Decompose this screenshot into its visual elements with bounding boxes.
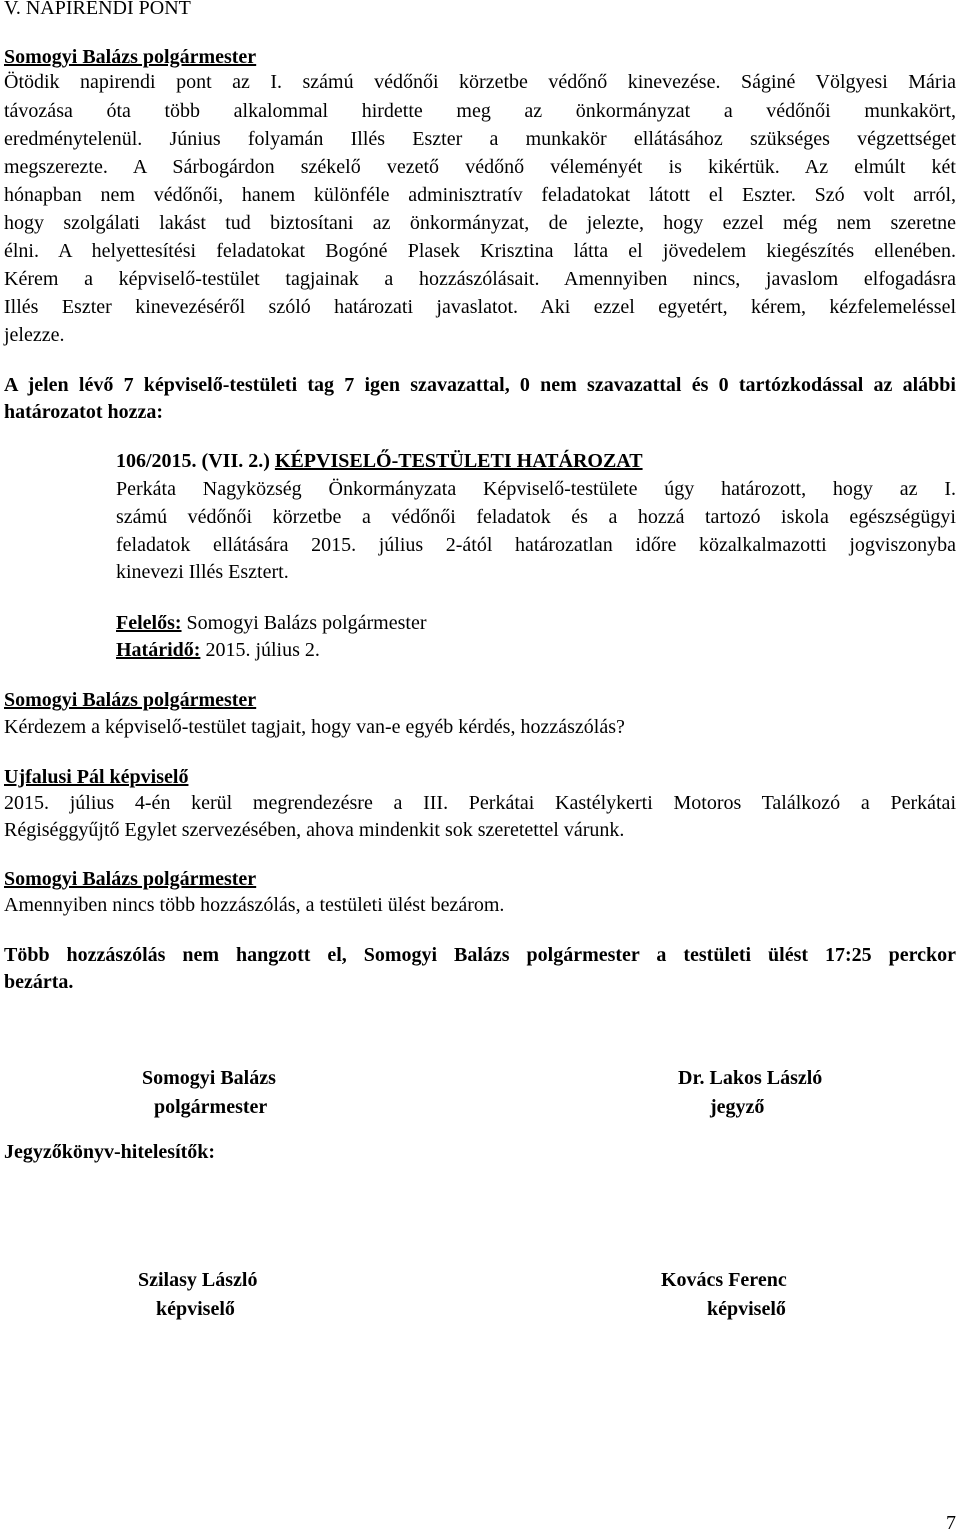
speaker-councillor: Ujfalusi Pál képviselő <box>4 766 189 788</box>
signature-verifier-1 <box>138 1266 257 1324</box>
resolution-number: 106/2015. (VII. 2.) <box>116 450 270 472</box>
text-line: számú védőnői körzetbe a védőnői feladatok és a hozzá tartozó iskola egészségügyi <box>116 506 956 528</box>
text-line: Amennyiben nincs több hozzászólás, a testületi ülést bezárom. <box>4 894 505 916</box>
text-line: Több hozzászólás nem hangzott el, Somogyi Balázs polgármester a testületi ülést 17:25 perckor <box>4 944 956 966</box>
text-line: Kérem a képviselő-testület tagjainak a hozzászólásait. Amennyiben nincs, javaslom elfogadásra <box>4 268 956 290</box>
signer-role: polgármester <box>154 1096 268 1118</box>
signer-name: Dr. Lakos László <box>678 1067 823 1089</box>
text-line: hónapban nem védőnői, hanem különféle adminisztratív feladatokat látott el Eszter. Szó volt arról, <box>4 184 956 206</box>
signer-name: Szilasy László <box>138 1269 258 1291</box>
speaker-mayor: Somogyi Balázs polgármester <box>4 868 257 890</box>
responsible-line <box>116 612 426 634</box>
resolution-title: KÉPVISELŐ-TESTÜLETI HATÁROZAT <box>274 450 643 472</box>
resolution-heading <box>116 450 643 472</box>
text-line: Régiséggyűjtő Egylet szervezésében, ahova mindenkit sok szeretettel várunk. <box>4 819 625 841</box>
responsible-value: Somogyi Balázs polgármester <box>181 612 427 634</box>
signer-role: képviselő <box>707 1298 786 1320</box>
text-line: Perkáta Nagyközség Önkormányzata Képviselő-testülete úgy határozott, hogy az I. <box>116 478 956 500</box>
signature-verifier-2 <box>661 1266 787 1324</box>
text-line: hogy szolgálati lakást tud biztosítani az önkormányzat, de jelezte, hogy ezzel még nem szeretne <box>4 212 956 234</box>
speaker-mayor: Somogyi Balázs polgármester <box>4 689 257 711</box>
page-number: 7 <box>946 1512 956 1534</box>
signer-name: Kovács Ferenc <box>661 1269 787 1291</box>
signature-mayor <box>142 1064 276 1122</box>
deadline-label: Határidő: <box>116 639 201 661</box>
signer-role: képviselő <box>156 1298 235 1320</box>
signer-name: Somogyi Balázs <box>142 1067 276 1089</box>
text-line: Kérdezem a képviselő-testület tagjait, hogy van-e egyéb kérdés, hozzászólás? <box>4 716 625 738</box>
text-line: Illés Eszter kinevezéséről szóló határozati javaslatot. Aki ezzel egyetért, kérem, kézfelemeléssel <box>4 296 956 318</box>
verifiers-label: Jegyzőkönyv-hitelesítők: <box>4 1141 216 1163</box>
text-line: határozatot hozza: <box>4 401 164 423</box>
speaker-mayor: Somogyi Balázs polgármester <box>4 46 257 68</box>
section-heading: V. NAPIRENDI PONT <box>4 0 191 19</box>
text-line: kinevezi Illés Esztert. <box>116 561 289 583</box>
text-line: jelezze. <box>4 324 65 346</box>
responsible-label: Felelős: <box>116 612 182 634</box>
text-line: bezárta. <box>4 971 74 993</box>
deadline-value: 2015. július 2. <box>200 639 320 661</box>
text-line: megszerezte. A Sárbogárdon székelő vezető védőnő véleményét is kikértük. Az elmúlt két <box>4 156 956 178</box>
text-line: 2015. július 4-én kerül megrendezésre a III. Perkátai Kastélykerti Motoros Találkozó a Perkátai <box>4 792 956 814</box>
text-line: élni. A helyettesítési feladatokat Bogóné Plasek Krisztina látta el jövedelem kiegészítés ellenében. <box>4 240 956 262</box>
text-line: eredménytelenül. Június folyamán Illés Eszter a munkakör ellátásához szükséges végzettséget <box>4 128 956 150</box>
deadline-line <box>116 639 320 661</box>
signature-notary <box>678 1064 822 1122</box>
text-line: feladatok ellátására 2015. július 2-ától határozatlan időre közalkalmazotti jogviszonyba <box>116 534 956 556</box>
text-line: távozása óta több alkalommal hirdette meg az önkormányzat a védőnői munkakört, <box>4 100 956 122</box>
signer-role: jegyző <box>710 1096 765 1118</box>
text-line: Ötödik napirendi pont az I. számú védőnői körzetbe védőnő kinevezése. Ságiné Völgyesi Mária <box>4 71 956 93</box>
text-line: A jelen lévő 7 képviselő-testületi tag 7 igen szavazattal, 0 nem szavazattal és 0 tartózkodással az alábbi <box>4 374 956 396</box>
